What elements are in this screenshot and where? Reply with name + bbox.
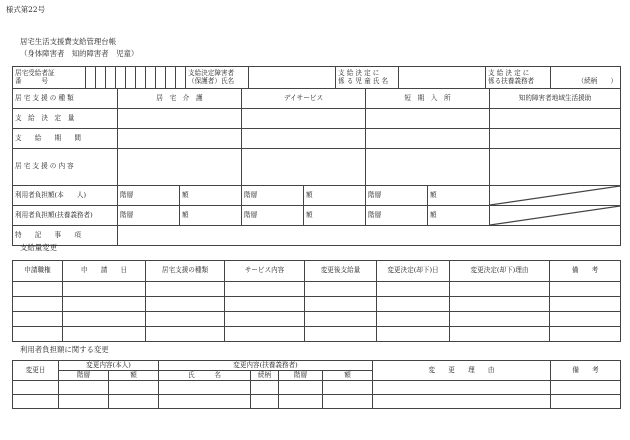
tier-label: 階層 (118, 186, 180, 206)
period-label: 支 給 期 間 (13, 129, 118, 149)
change-header-decision-date: 変更決定(却下)日 (377, 261, 450, 282)
tier-label: 階層 (366, 186, 428, 206)
decision-short-stay[interactable] (366, 109, 490, 129)
amount-label: 額 (304, 186, 366, 206)
burden-guardian-label: 利用者負担額(扶養義務者) (13, 206, 118, 226)
form-title: 居宅生活支援費支給管理台帳 (20, 37, 117, 46)
main-ledger-table (12, 66, 621, 246)
relation-label: （続柄 ） (577, 77, 618, 86)
amount-label: 額 (180, 206, 242, 226)
period-home-care[interactable] (118, 129, 242, 149)
change-header-date: 申 請 日 (63, 261, 146, 282)
decision-home-care[interactable] (118, 109, 242, 129)
tier-label: 階層 (366, 206, 428, 226)
burden-sub-tier: 階層 (59, 371, 109, 381)
burden-sub-amount: 額 (323, 371, 373, 381)
content-local-support[interactable] (490, 149, 621, 186)
recipient-name-label: 支給決定障害者 （保護者）氏名 (186, 67, 249, 88)
amount-label: 額 (180, 186, 242, 206)
table-row[interactable] (13, 297, 621, 312)
table-row[interactable] (13, 381, 621, 395)
content-short-stay[interactable] (366, 149, 490, 186)
burden-change-table (12, 360, 621, 409)
table-row[interactable] (13, 327, 621, 342)
change-header-decision-reason: 変更決定(却下)理由 (450, 261, 550, 282)
col-home-care: 居 宅 介 護 (118, 89, 242, 109)
notes-label: 特 記 事 項 (13, 226, 118, 246)
guardian-label: 支 給 決 定 に 係る扶養義務者 (486, 67, 551, 88)
period-day-service[interactable] (242, 129, 366, 149)
burden-sub-name: 氏 名 (159, 371, 251, 381)
form-subtitle: （身体障害者 知的障害者 児童） (20, 49, 139, 58)
change-header-service: サービス内容 (225, 261, 305, 282)
burden-header-change-date: 変更日 (13, 361, 59, 381)
recipient-name-field[interactable] (249, 67, 336, 88)
child-name-field[interactable] (399, 67, 486, 88)
change-header-new-amount: 変更後支給量 (305, 261, 377, 282)
table-row[interactable] (13, 282, 621, 297)
burden-self-local-support-crossed (490, 186, 621, 206)
content-label: 居 宅 支 援 の 内 容 (13, 149, 118, 186)
id-number-label: 居宅受給者証 番 号 (15, 68, 55, 85)
change-header-method: 申請職権 (13, 261, 63, 282)
table-row[interactable] (13, 395, 621, 409)
form-number: 様式第22号 (6, 5, 45, 14)
table-row[interactable] (13, 312, 621, 327)
burden-sub-tier: 階層 (279, 371, 323, 381)
burden-header-remarks: 備 考 (551, 361, 621, 381)
burden-header-self: 変更内容(本人) (59, 361, 159, 371)
burden-guardian-local-support-crossed (490, 206, 621, 226)
col-short-stay: 短 期 入 所 (366, 89, 490, 109)
amount-label: 額 (428, 206, 490, 226)
tier-label: 階層 (242, 186, 304, 206)
burden-header-reason: 変 更 理 由 (373, 361, 551, 381)
period-short-stay[interactable] (366, 129, 490, 149)
decision-day-service[interactable] (242, 109, 366, 129)
amount-label: 額 (428, 186, 490, 206)
change-section-title: 支給量変更 (20, 243, 57, 252)
burden-self-label: 利用者負担額(本 人) (13, 186, 118, 206)
burden-sub-relation: 続柄 (251, 371, 279, 381)
child-name-label: 支 給 決 定 に 係 る 児 童 氏 名 (336, 67, 399, 88)
id-number-boxes[interactable] (85, 67, 186, 88)
burden-header-guardian: 変更内容(扶養義務者) (159, 361, 373, 371)
col-day-service: デイサービス (242, 89, 366, 109)
content-home-care[interactable] (118, 149, 242, 186)
change-header-remarks: 備 考 (550, 261, 621, 282)
decision-amount-label: 支 給 決 定 量 (13, 109, 118, 129)
burden-sub-amount: 額 (109, 371, 159, 381)
burden-section-title: 利用者負担額に関する変更 (20, 345, 109, 354)
decision-local-support[interactable] (490, 109, 621, 129)
guardian-relation-field[interactable] (551, 67, 620, 88)
period-local-support[interactable] (490, 129, 621, 149)
notes-field[interactable] (118, 226, 621, 246)
content-day-service[interactable] (242, 149, 366, 186)
change-header-type: 居宅支援の種類 (146, 261, 225, 282)
amount-label: 額 (304, 206, 366, 226)
tier-label: 階層 (118, 206, 180, 226)
service-type-label: 居 宅 支 援 の 種 類 (13, 89, 118, 109)
supply-change-table (12, 260, 621, 342)
col-local-support: 知的障害者地域生活援助 (490, 89, 621, 109)
tier-label: 階層 (242, 206, 304, 226)
